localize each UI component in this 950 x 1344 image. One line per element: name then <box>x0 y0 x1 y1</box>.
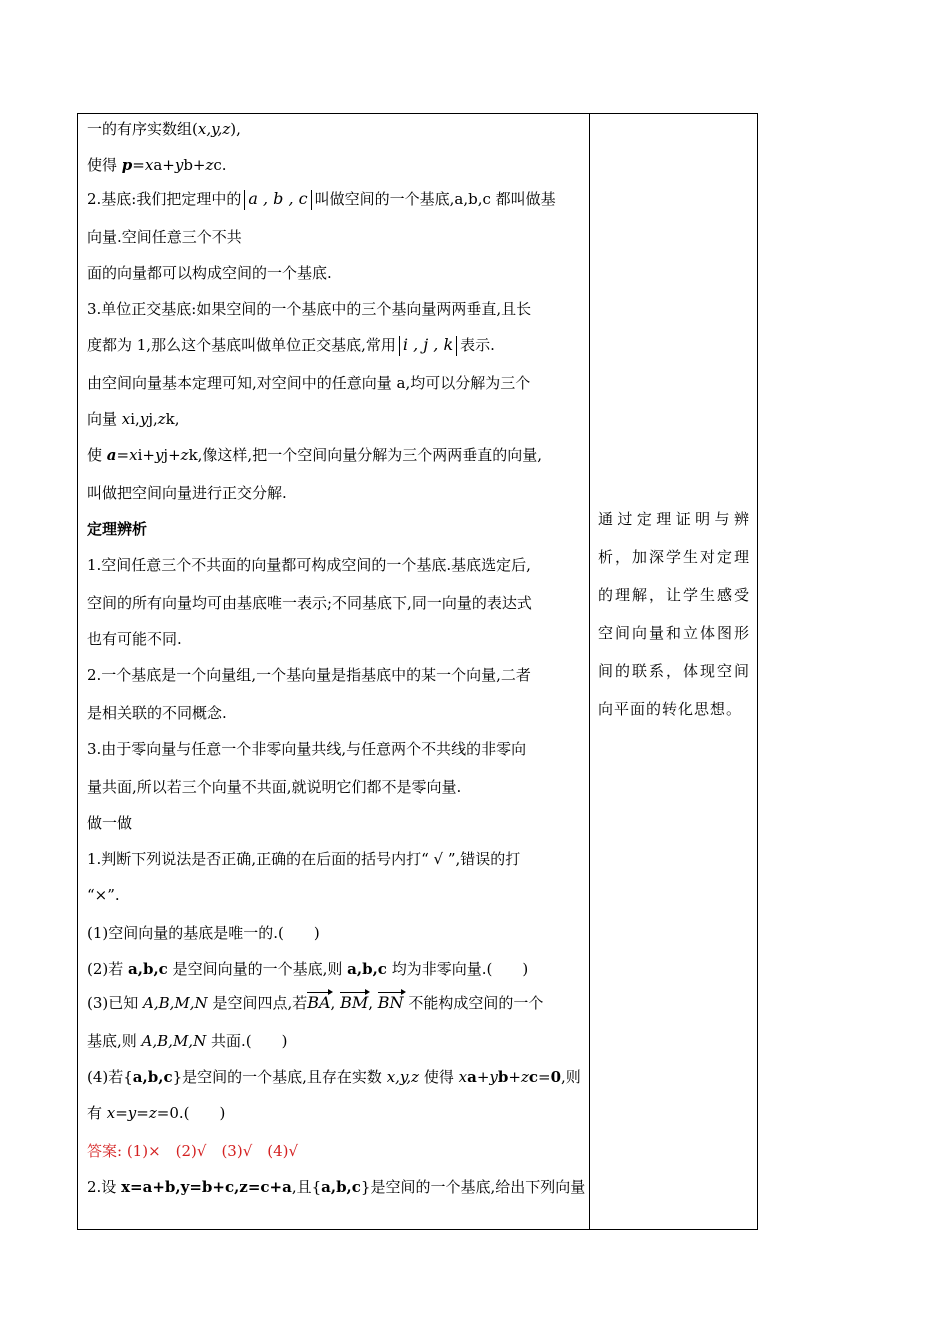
question-item: (1)空间向量的基底是唯一的.( ) <box>87 924 320 942</box>
text-line: 向量.空间任意三个不共 <box>87 228 242 246</box>
text-line: 也有可能不同. <box>87 630 182 648</box>
answer-line: 答案: (1)× (2)√ (3)√ (4)√ <box>87 1142 299 1160</box>
vector-bn: BN <box>377 993 404 1012</box>
text-line: 是相关联的不同概念. <box>87 704 227 722</box>
vector-ba: BA <box>307 993 331 1012</box>
text-line: 3.由于零向量与任意一个非零向量共线,与任意两个不共线的非零向 <box>87 740 527 758</box>
text-line: 面的向量都可以构成空间的一个基底. <box>87 264 332 282</box>
question-line: “×”. <box>87 886 120 904</box>
text-line: 使得 p=xa+yb+zc. <box>87 156 227 174</box>
basis-vectors: a , b , c <box>248 189 308 208</box>
text-line: 度都为 1,那么这个基底叫做单位正交基底,常用 i , j , k 表示. <box>87 335 495 354</box>
question-item: (4)若{a,b,c}是空间的一个基底,且存在实数 x,y,z 使得 xa+yb+zc=0,则 <box>87 1068 581 1086</box>
text-line: 空间的所有向量均可由基底唯一表示;不同基底下,同一向量的表达式 <box>87 594 532 612</box>
text-line: 由空间向量基本定理可知,对空间中的任意向量 a,均可以分解为三个 <box>87 374 531 392</box>
section-heading: 定理辨析 <box>87 520 148 538</box>
question-item: (2)若 a,b,c 是空间向量的一个基底,则 a,b,c 均为非零向量.( ) <box>87 960 529 978</box>
text-line: 3.单位正交基底:如果空间的一个基底中的三个基向量两两垂直,且长 <box>87 300 532 318</box>
text-line: 一的有序实数组(x,y,z), <box>87 120 241 138</box>
vector-bm: BM <box>340 993 369 1012</box>
text-line: 2.基底:我们把定理中的 a , b , c 叫做空间的一个基底,a,b,c 都叫做基 <box>87 189 556 208</box>
teaching-note: 通过定理证明与辨析，加深学生对定理的理解，让学生感受空间向量和立体图形间的联系，体现空间向平面的转化思想。 <box>598 510 750 718</box>
question-item: (3)已知 A,B,M,N 是空间四点,若BA, BM, BN 不能构成空间的一个 <box>87 993 544 1012</box>
question-item: 有 x=y=z=0.( ) <box>87 1104 226 1122</box>
question-item: 基底,则 A,B,M,N 共面.( ) <box>87 1032 288 1050</box>
subheading: 做一做 <box>87 814 133 832</box>
text-line: 叫做把空间向量进行正交分解. <box>87 484 287 502</box>
text-line: 使 a=xi+yj+zk,像这样,把一个空间向量分解为三个两两垂直的向量, <box>87 446 542 464</box>
text-line: 2.一个基底是一个向量组,一个基向量是指基底中的某一个向量,二者 <box>87 666 531 684</box>
question-line: 2.设 x=a+b,y=b+c,z=c+a,且{a,b,c}是空间的一个基底,给出下列向量 <box>87 1178 586 1196</box>
unit-basis-vectors: i , j , k <box>402 335 454 354</box>
text-line: 向量 xi,yj,zk, <box>87 410 180 428</box>
text-line: 1.空间任意三个不共面的向量都可构成空间的一个基底.基底选定后, <box>87 556 531 574</box>
column-divider <box>589 113 590 1230</box>
question-line: 1.判断下列说法是否正确,正确的在后面的括号内打“ √ ”,错误的打 <box>87 850 521 868</box>
text-line: 量共面,所以若三个向量不共面,就说明它们都不是零向量. <box>87 778 462 796</box>
